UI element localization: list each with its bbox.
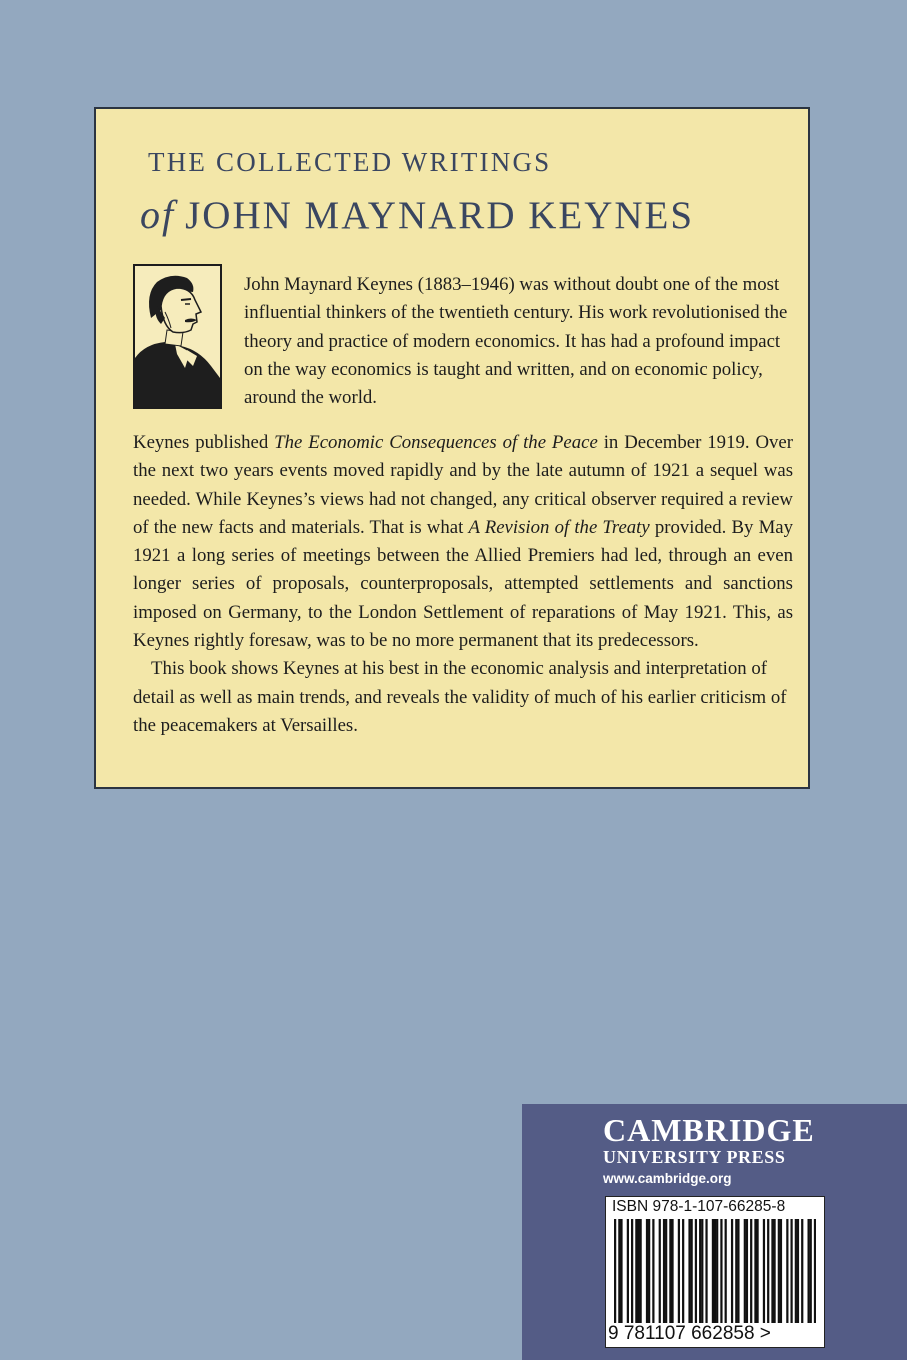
barcode-bar: [746, 1219, 748, 1323]
barcode-bar: [669, 1219, 671, 1323]
barcode-bar: [795, 1219, 797, 1323]
barcode-bar: [671, 1219, 673, 1323]
book-description: [133, 429, 793, 740]
publisher-url: www.cambridge.org: [603, 1171, 732, 1186]
series-title: THE COLLECTED WRITINGS: [148, 147, 552, 177]
barcode-bar: [716, 1219, 718, 1323]
barcode-bar: [705, 1219, 707, 1323]
barcode-bar: [780, 1219, 782, 1323]
isbn-text: ISBN 978-1-107-66285-8: [612, 1198, 786, 1215]
barcode-bar: [652, 1219, 654, 1323]
barcode-bar: [614, 1219, 616, 1323]
author-portrait: [133, 264, 222, 409]
barcode-bar: [814, 1219, 816, 1323]
barcode-bar: [659, 1219, 661, 1323]
barcode-bar: [773, 1219, 775, 1323]
barcode-bar: [620, 1219, 622, 1323]
book-title-reference: The Economic Consequences of the Peace: [274, 432, 598, 453]
barcode-bar: [637, 1219, 639, 1323]
publisher-block: [522, 1104, 907, 1360]
barcode-bar: [701, 1219, 703, 1323]
barcode-bar: [640, 1219, 642, 1323]
author-prefix: of: [140, 192, 176, 237]
barcode-bar: [665, 1219, 667, 1323]
barcode-bar: [790, 1219, 792, 1323]
barcode-bar: [756, 1219, 758, 1323]
barcode-bar: [754, 1219, 756, 1323]
barcode-bar: [688, 1219, 690, 1323]
barcode-bar: [750, 1219, 752, 1323]
barcode-bars: [614, 1219, 816, 1323]
barcode-bar: [731, 1219, 733, 1323]
barcode-bar: [797, 1219, 799, 1323]
barcode-bar: [763, 1219, 765, 1323]
barcode-bar: [778, 1219, 780, 1323]
barcode-bar: [767, 1219, 769, 1323]
barcode-bar: [712, 1219, 714, 1323]
barcode-bar: [646, 1219, 648, 1323]
description-paragraph-2: This book shows Keynes at his best in the economic analysis and interpretation of detail as well as main trends, and reveals the validity of much of his earlier criticism of the peacemakers at Versailles.: [133, 658, 787, 736]
barcode-bar: [714, 1219, 716, 1323]
publisher-name: CAMBRIDGE: [603, 1112, 815, 1148]
publisher-subtitle: UNIVERSITY PRESS: [603, 1147, 786, 1167]
barcode-bar: [648, 1219, 650, 1323]
description-panel: [94, 107, 810, 789]
barcode-bar: [771, 1219, 773, 1323]
barcode-bar: [807, 1219, 809, 1323]
barcode-bar: [744, 1219, 746, 1323]
barcode-bar: [691, 1219, 693, 1323]
barcode-bar: [801, 1219, 803, 1323]
barcode-bar: [735, 1219, 737, 1323]
barcode-bar: [695, 1219, 697, 1323]
barcode-bar: [627, 1219, 629, 1323]
description-text: provided. By May 1921 a long series of meetings between the Allied Premiers had led, through an even longer series of proposals, counterproposals, attempted settlements and sanctions imposed on Germany, to the London Settlement of reparations of May 1921. This, as Keynes rightly foresaw, was to be no more permanent that its predecessors.: [133, 516, 793, 652]
description-text: in December 1919. Over the next two years events moved rapidly and by the late autumn of 1921 a sequel was needed. While Keynes’s views had not changed, any critical observer required a review of the new facts and materials. That is what: [133, 432, 793, 538]
barcode-bar: [699, 1219, 701, 1323]
barcode-bar: [737, 1219, 739, 1323]
barcode-bar: [720, 1219, 722, 1323]
barcode-bar: [810, 1219, 812, 1323]
barcode-bar: [631, 1219, 633, 1323]
barcode-bar: [678, 1219, 680, 1323]
author-name: JOHN MAYNARD KEYNES: [185, 194, 695, 237]
barcode-bar: [786, 1219, 788, 1323]
barcode-label: [605, 1196, 825, 1348]
author-biography: John Maynard Keynes (1883–1946) was without doubt one of the most influential thinkers of the twentieth century. His work revolutionised the theory and practice of modern economics. It has had a profound impact on the way economics is taught and written, and on economic policy, around the world.: [244, 274, 788, 409]
book-title-reference: A Revision of the Treaty: [468, 516, 650, 538]
barcode-bar: [682, 1219, 684, 1323]
description-paragraph-1: [133, 429, 793, 655]
barcode-bar: [635, 1219, 637, 1323]
author-title: [140, 191, 694, 238]
barcode-digits: 9 781107 662858 >: [608, 1323, 771, 1344]
description-text: Keynes published: [133, 432, 275, 453]
barcode-bar: [618, 1219, 620, 1323]
barcode-bar: [663, 1219, 665, 1323]
barcode-bar: [725, 1219, 727, 1323]
